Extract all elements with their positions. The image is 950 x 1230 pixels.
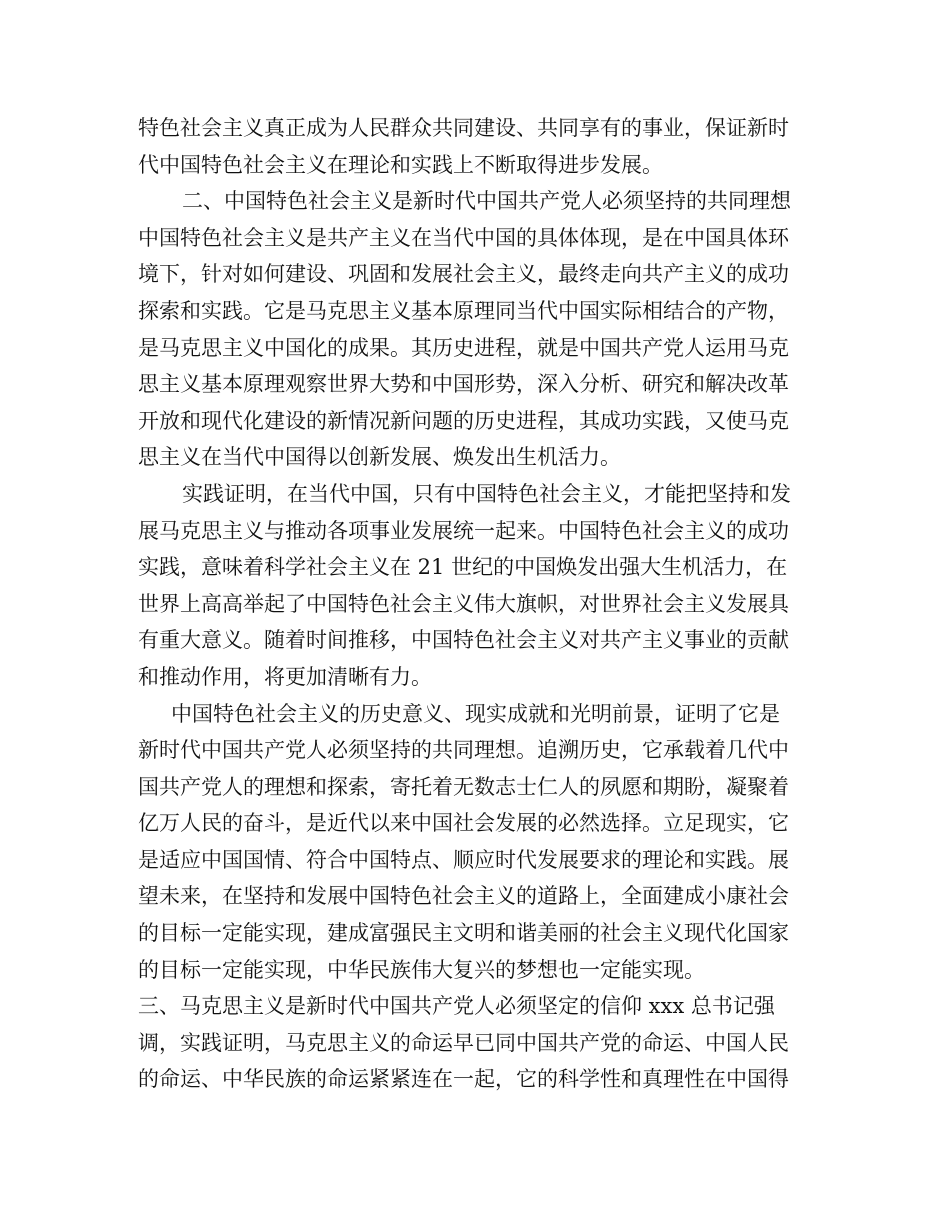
text-line: 的目标一定能实现，建成富强民主文明和谐美丽的社会主义现代化国家 — [138, 921, 789, 946]
text-line: 展马克思主义与推动各项事业发展统一起来。中国特色社会主义的成功 — [138, 518, 789, 543]
text-line: 的目标一定能实现，中华民族伟大复兴的梦想也一定能实现。 — [138, 957, 705, 982]
text-line: 望未来，在坚持和发展中国特色社会主义的道路上，全面建成小康社会 — [138, 884, 789, 909]
text-line: 代中国特色社会主义在理论和实践上不断取得进步发展。 — [138, 152, 663, 177]
text-line: 中国特色社会主义的历史意义、现实成就和光明前景，证明了它是 — [171, 701, 780, 726]
text-line: 有重大意义。随着时间推移，中国特色社会主义对共产主义事业的贡献 — [138, 628, 789, 653]
text-line: 的命运、中华民族的命运紧紧连在一起，它的科学性和真理性在中国得 — [138, 1067, 789, 1092]
text-line: 是马克思主义中国化的成果。其历史进程，就是中国共产党人运用马克 — [138, 335, 789, 360]
text-line: 是适应中国国情、符合中国特点、顺应时代发展要求的理论和实践。展 — [138, 847, 789, 872]
text-line: 实践证明，在当代中国，只有中国特色社会主义，才能把坚持和发 — [182, 481, 791, 506]
text-line: 思主义在当代中国得以创新发展、焕发出生机活力。 — [138, 445, 621, 470]
text-line: 国共产党人的理想和探索，寄托着无数志士仁人的夙愿和期盼，凝聚着 — [138, 774, 789, 799]
text-line: 调，实践证明，马克思主义的命运早已同中国共产党的命运、中国人民 — [138, 1030, 789, 1055]
text-line: 特色社会主义真正成为人民群众共同建设、共同享有的事业，保证新时 — [138, 116, 789, 140]
text-line: 亿万人民的奋斗，是近代以来中国社会发展的必然选择。立足现实，它 — [138, 811, 789, 836]
text-line: 实践，意味着科学社会主义在 21 世纪的中国焕发出强大生机活力，在 — [138, 555, 788, 580]
section-heading: 三、马克思主义是新时代中国共产党人必须坚定的信仰 xxx 总书记强 — [138, 994, 775, 1019]
text-line: 探索和实践。它是马克思主义基本原理同当代中国实际相结合的产物， — [138, 298, 789, 323]
text-line: 开放和现代化建设的新情况新问题的历史进程，其成功实践，又使马克 — [138, 408, 789, 433]
text-line: 思主义基本原理观察世界大势和中国形势，深入分析、研究和解决改革 — [138, 372, 789, 397]
text-line: 境下，针对如何建设、巩固和发展社会主义，最终走向共产主义的成功 — [138, 262, 789, 287]
text-line: 和推动作用，将更加清晰有力。 — [138, 664, 432, 689]
text-line: 新时代中国共产党人必须坚持的共同理想。追溯历史，它承载着几代中 — [138, 738, 789, 763]
section-heading: 二、中国特色社会主义是新时代中国共产党人必须坚持的共同理想 — [182, 189, 791, 214]
text-line: 世界上高高举起了中国特色社会主义伟大旗帜，对世界社会主义发展具 — [138, 591, 789, 616]
document-body — [138, 110, 814, 1098]
text-line: 中国特色社会主义是共产主义在当代中国的具体体现，是在中国具体环 — [138, 225, 789, 250]
